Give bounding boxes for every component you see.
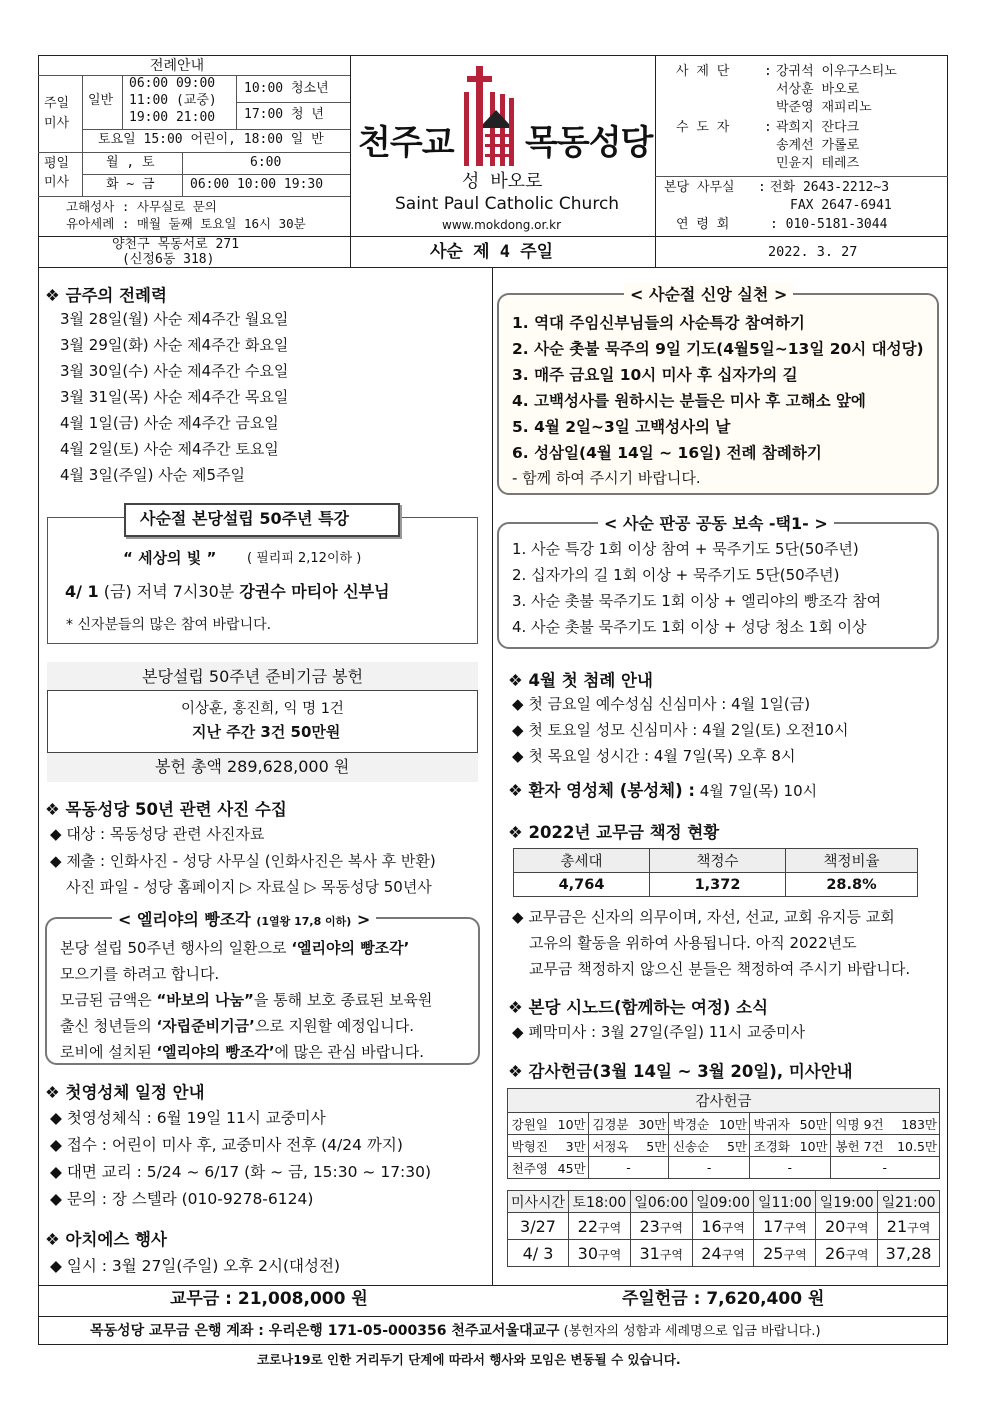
address-line-2: (신정6동 318) [122,252,215,267]
list-item: ◆ 접수 : 어린이 미사 후, 교중미사 전후 (4/24 까지) [50,1136,403,1154]
list-item: ◆ 폐막미사 : 3월 27일(주일) 11시 교중미사 [512,1023,805,1041]
fund-total: 봉헌 총액 289,628,000 원 [155,757,350,776]
column-divider [492,267,493,1285]
church-name-left: 천주교 [358,123,454,163]
church-name-right: 목동성당 [525,123,653,163]
list-item: ◆ 첫 토요일 성모 신심미사 : 4월 2일(토) 오전10시 [512,721,849,739]
table-row [508,1157,940,1179]
table-cell: 23구역 [630,1213,692,1240]
table-cell: 45만 [552,1157,589,1179]
sunday-title: 사순 제 4 주일 [430,242,554,262]
weekday-days-2: 화 ~ 금 [106,177,155,192]
dues-note: 교무금 책정하지 않으신 분들은 책정하여 주시기 바랍니다. [529,960,911,978]
elijah-line: 모금된 금액은 “바보의 나눔”을 통해 보호 종료된 보육원 [60,991,433,1009]
table-cell: 4/ 3 [508,1240,569,1267]
indulgence-item: 3. 사순 촛불 묵주기도 1회 이상 + 엘리야의 빵조각 참여 [512,592,882,610]
table-cell: 신송순 [669,1135,713,1157]
liturgy-item: 4월 2일(토) 사순 제4주간 토요일 [60,440,279,458]
lecture-ref: ( 필리피 2,12이하 ) [247,551,362,566]
table-cell: 21구역 [878,1213,940,1240]
dues-note: 고유의 활동을 위하여 사용됩니다. 아직 2022년도 [529,934,857,952]
first-week-title: ❖ 4월 첫 첨례 안내 [508,671,653,690]
table-header: 책정수 [650,849,786,873]
table-cell: 천주영 [508,1157,552,1179]
lecture-quote: “ 세상의 빛 ” [123,549,217,567]
religious-label: 수 도 자 [676,120,730,135]
acies-title: ❖ 아치에스 행사 [45,1230,167,1249]
office-fax: FAX 2647-6941 [790,198,892,213]
elijah-title: < 엘리야의 빵조각 (1열왕 17,8 이하) > [112,907,376,930]
table-cell: 10.5만 [889,1135,940,1157]
table-row [508,1213,940,1240]
youth-mass: 10:00 청소년 [244,81,329,96]
table-header: 토18:00 [569,1191,631,1213]
table-cell: 박형진 [508,1135,552,1157]
youth-label: 연 령 회 [676,217,730,232]
lecture-date-line: 4/ 1 (금) 저녁 7시30분 강권수 마티아 신부님 [65,582,390,601]
weekday-days-1: 월 , 토 [106,155,155,170]
list-item: ◆ 첫 목요일 성시간 : 4월 7일(목) 오후 8시 [512,747,796,765]
list-item: ◆ 제출 : 인화사진 - 성당 사무실 (인화사진은 복사 후 반환) [50,852,436,870]
footer-middle-line [38,1316,948,1317]
indulgence-item: 4. 사순 촛불 묵주기도 1회 이상 + 성당 청소 1회 이상 [512,618,867,636]
table-cell: 25구역 [754,1240,816,1267]
office-phone: 전화 2643-2212~3 [770,180,890,195]
liturgy-item: 3월 28일(월) 사순 제4주간 월요일 [60,310,289,328]
list-item: ◆ 일시 : 3월 27일(주일) 오후 2시(대성전) [50,1257,341,1275]
elijah-line: 출신 청년들의 ‘자립준비기금’으로 지원할 예정입니다. [60,1017,415,1035]
table-cell: - [669,1157,750,1179]
table-cell: 봉헌 7건 [830,1135,888,1157]
clergy-1: 강귀석 이우구스티노 [776,64,897,79]
table-header: 책정비율 [786,849,918,873]
indulgence-item: 1. 사순 특강 1회 이상 참여 + 묵주기도 5단(50주년) [512,540,859,558]
list-item: ◆ 대상 : 목동성당 관련 사진자료 [50,825,265,843]
list-item: 사진 파일 - 성당 홈페이지 ▷ 자료실 ▷ 목동성당 50년사 [66,878,432,896]
table-cell: 3/27 [508,1213,569,1240]
indulgence-title: < 사순 판공 공동 보속 -택1- > [598,511,834,534]
table-cell: 50만 [794,1113,831,1135]
table-cell: 5만 [632,1135,669,1157]
list-item: ◆ 첫영성체식 : 6월 19일 11시 교중미사 [50,1109,326,1127]
table-row [508,1240,940,1267]
table-cell: 김경분 [588,1113,632,1135]
mass-schedule-table [507,1190,940,1267]
table-cell: 익명 9건 [830,1113,888,1135]
list-item: ◆ 첫 금요일 예수성심 신심미사 : 4월 1일(금) [512,695,811,713]
lent-practice-title: < 사순절 신앙 실천 > [624,282,793,305]
table-cell: - [830,1157,939,1179]
liturgy-item: 3월 29일(화) 사순 제4주간 화요일 [60,336,289,354]
footer-sunday-offering: 주일헌금 : 7,620,400 원 [622,1289,825,1309]
table-cell: 10만 [552,1113,589,1135]
sunday-mass-label: 주일 미사 [44,96,70,131]
table-cell: 26구역 [816,1240,878,1267]
list-item: ◆ 문의 : 장 스텔라 (010-9278-6124) [50,1190,314,1208]
table-cell: 1,372 [650,873,786,897]
liturgy-item: 4월 1일(금) 사순 제4주간 금요일 [60,414,279,432]
footer-covid-notice: 코로나19로 인한 거리두기 단계에 따라서 행사와 모임은 변동될 수 있습니다. [257,1352,681,1367]
guide-title: 전례안내 [150,58,205,74]
lent-item: 1. 역대 주임신부님들의 사순특강 참여하기 [512,314,805,332]
lecture-note: * 신자분들의 많은 참여 바랍니다. [66,617,272,633]
patron-name: 성 바오로 [462,171,543,192]
office-label: 본당 사무실 [664,180,735,195]
sunday-time-3: 19:00 21:00 [129,110,216,125]
thanks-title: ❖ 감사헌금(3월 14일 ~ 3월 20일), 미사안내 [508,1062,853,1081]
table-cell: 10만 [794,1135,831,1157]
table-cell: 17구역 [754,1213,816,1240]
lent-item: 5. 4월 2일~3일 고백성사의 날 [512,418,731,436]
liturgy-item: 3월 31일(목) 사순 제4주간 목요일 [60,388,289,406]
footer-dues: 교무금 : 21,008,000 원 [170,1289,368,1309]
table-cell: 박경순 [669,1113,713,1135]
synod-title: ❖ 본당 시노드(함께하는 여정) 소식 [508,998,769,1017]
elijah-line: 본당 설립 50주년 행사의 일환으로 ‘엘리야의 빵조각’ [60,939,410,957]
address-line-1: 양천구 목동서로 271 [112,237,240,252]
table-cell: 30만 [632,1113,669,1135]
dues-note: ◆ 교무금은 신자의 의무이며, 자선, 선교, 교회 유지등 교회 [512,908,895,926]
table-cell: 22구역 [569,1213,631,1240]
liturgy-item: 3월 30일(수) 사순 제4주간 수요일 [60,362,289,380]
table-cell: 5만 [713,1135,750,1157]
liturgy-title: ❖ 금주의 전례력 [45,286,167,305]
infant-baptism-info: 유아세례 : 매월 둘째 토요일 16시 30분 [66,216,306,231]
saturday-mass: 토요일 15:00 어린이, 18:00 일 반 [98,132,324,147]
sunday-time-1: 06:00 09:00 [129,76,216,91]
weekday-times-1: 6:00 [250,155,282,170]
communion-title: ❖ 첫영성체 일정 안내 [45,1083,205,1102]
fund-donors: 이상훈, 홍진희, 익 명 1건 [181,701,344,717]
confession-info: 고해성사 : 사무실로 문의 [66,199,217,214]
table-cell: 24구역 [692,1240,754,1267]
table-header: 미사시간 [508,1191,569,1213]
fund-title: 본당설립 50주년 준비기금 봉헌 [142,667,364,686]
sunday-time-2: 11:00 (교중) [129,93,217,108]
elijah-line: 모으기를 하려고 합니다. [60,965,220,983]
table-cell: 30구역 [569,1240,631,1267]
table-cell: 20구역 [816,1213,878,1240]
lent-item: 4. 고백성사를 원하시는 분들은 미사 후 고해소 앞에 [512,392,866,410]
table-cell: 3만 [552,1135,589,1157]
young-adult-mass: 17:00 청 년 [244,107,324,122]
table-cell: 박귀자 [749,1113,793,1135]
photos-title: ❖ 목동성당 50년 관련 사진 수집 [45,800,287,819]
liturgy-item: 4월 3일(주일) 사순 제5주일 [60,466,246,484]
table-cell: 28.8% [786,873,918,897]
lent-item: - 함께 하여 주시기 바랍니다. [512,469,701,487]
table-row [508,1191,940,1213]
footer-top-line [38,1285,948,1286]
table-header: 일19:00 [816,1191,878,1213]
table-header: 일06:00 [630,1191,692,1213]
indulgence-item: 2. 십자가의 길 1회 이상 + 묵주기도 5단(50주년) [512,566,840,584]
table-cell: 183만 [889,1113,940,1135]
weekday-mass-label: 평일 미사 [44,156,70,190]
lent-item: 6. 성삼일(4월 14일 ~ 16일) 전례 참례하기 [512,444,822,462]
thanks-table [507,1088,940,1179]
elijah-line: 로비에 설치된 ‘엘리야의 빵조각’에 많은 관심 바랍니다. [60,1043,425,1061]
cross-church-icon [456,64,520,168]
general-label: 일반 [88,93,114,108]
table-cell: - [749,1157,830,1179]
table-cell: 16구역 [692,1213,754,1240]
english-church-name: Saint Paul Catholic Church [395,194,620,214]
lent-item: 3. 매주 금요일 10시 미사 후 십자가의 길 [512,366,798,384]
table-cell: 31구역 [630,1240,692,1267]
list-item: ◆ 대면 교리 : 5/24 ~ 6/17 (화 ~ 금, 15:30 ~ 17:30) [50,1163,432,1181]
table-header: 일21:00 [878,1191,940,1213]
lent-item: 2. 사순 촛불 묵주의 9일 기도(4월5일~13일 20시 대성당) [512,340,924,358]
clergy-3: 박준영 재피리노 [776,100,872,115]
table-header: 일11:00 [754,1191,816,1213]
clergy-2: 서상훈 바오로 [776,82,860,97]
religious-3: 민윤지 테레즈 [776,156,860,171]
table-cell: 서정옥 [588,1135,632,1157]
website: www.mokdong.or.kr [442,218,562,232]
table-cell: 4,764 [514,873,650,897]
table-cell: 10만 [713,1113,750,1135]
thanks-table-title: 감사헌금 [508,1089,940,1113]
fund-last-week: 지난 주간 3건 50만원 [192,723,341,741]
table-cell: 조경화 [749,1135,793,1157]
table-row [508,1113,940,1135]
dues-stats-title: ❖ 2022년 교무금 책정 현황 [508,823,720,842]
weekday-times-2: 06:00 10:00 19:30 [190,177,324,192]
table-cell: 37,28 [878,1240,940,1267]
sick-communion: ❖ 환자 영성체 (봉성체) : 4월 7일(목) 10시 [508,781,818,800]
table-cell: - [588,1157,669,1179]
table-row [508,1135,940,1157]
bulletin-date: 2022. 3. 27 [768,244,858,260]
dues-stats-table [513,848,918,897]
religious-1: 곽희지 잔다크 [776,120,860,135]
lecture-title: 사순절 본당설립 50주년 특강 [140,509,349,528]
table-cell: 강원일 [508,1113,552,1135]
clergy-label: 사 제 단 [676,64,730,79]
table-header: 총세대 [514,849,650,873]
youth-phone-line: : 010-5181-3044 [770,217,888,232]
religious-2: 송계선 가롤로 [776,138,860,153]
footer-bank-account: 목동성당 교무금 은행 계좌 : 우리은행 171-05-000356 천주교서울대교구 (봉헌자의 성함과 세례명으로 입금 바랍니다.) [90,1323,821,1339]
table-header: 일09:00 [692,1191,754,1213]
